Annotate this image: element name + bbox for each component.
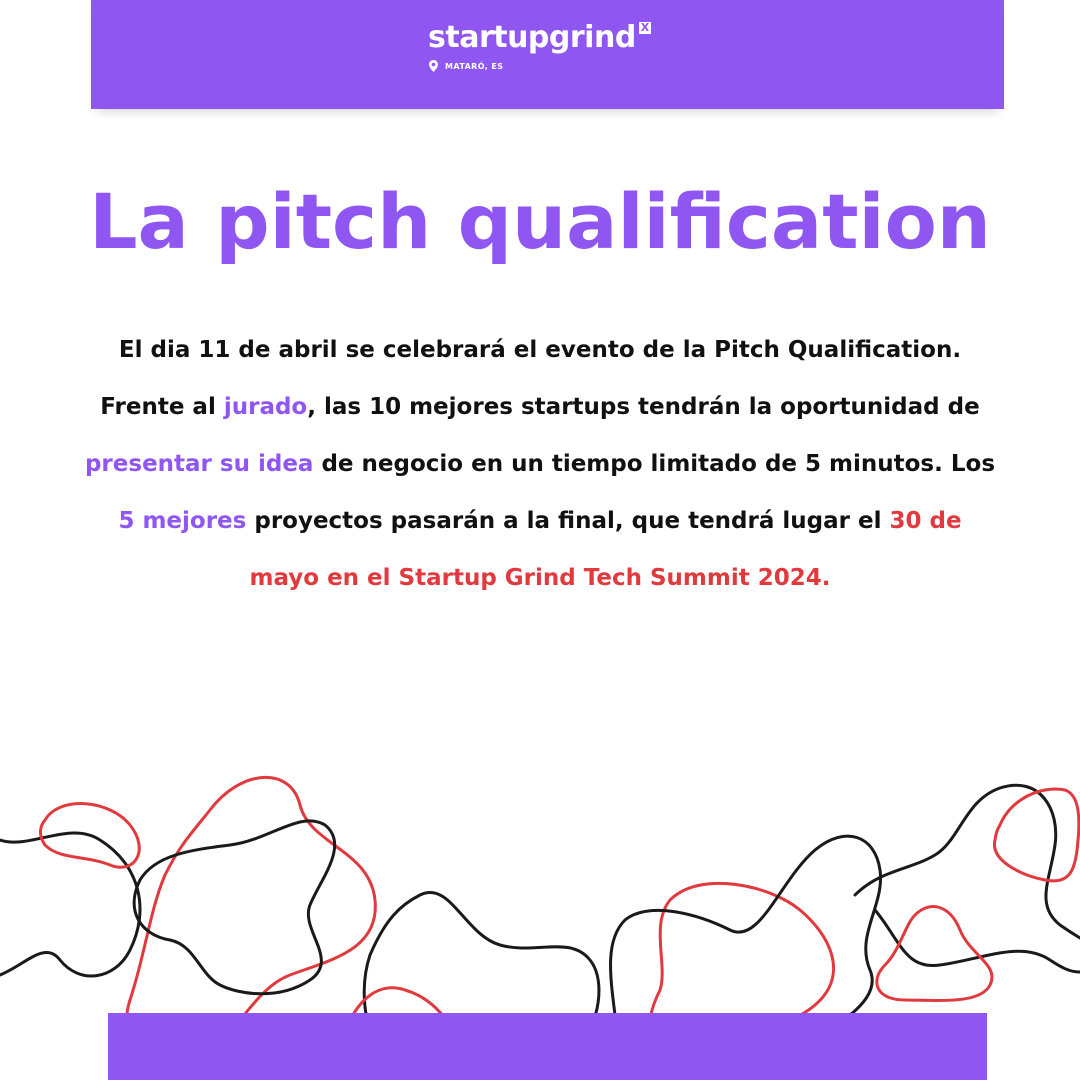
sentence-frente: Frente al [100, 394, 224, 420]
location [429, 60, 668, 72]
sentence-negocio: de negocio en un tiempo limitado de 5 minutos. Los [313, 451, 996, 477]
highlight-mejores: 5 mejores [118, 508, 247, 534]
highlight-presentar: presentar su idea [84, 451, 314, 477]
map-pin-icon [429, 60, 438, 72]
event-description [40, 322, 1040, 607]
location-text: MATARÓ, ES [445, 61, 504, 71]
highlight-date: 30 de [889, 508, 962, 534]
blob-line-red [877, 907, 992, 1001]
blob-line-black [134, 821, 335, 994]
highlight-jurado: jurado [223, 394, 308, 420]
sentence-date: El dia 11 de abril se celebrará el evento de la Pitch Qualification. [118, 337, 962, 363]
header-bar [91, 0, 1004, 109]
brand-badge: X [640, 21, 649, 34]
highlight-summit: mayo en el Startup Grind Tech Summit 2024. [249, 565, 831, 591]
blob-line-red [994, 789, 1078, 881]
blob-line-black [855, 785, 1080, 938]
sentence-proyectos: proyectos pasarán a la final, que tendrá lugar el [246, 508, 890, 534]
blob-line-black [0, 833, 140, 976]
footer-bar [108, 1013, 987, 1080]
startupgrind-logo[interactable] [428, 20, 668, 72]
page-title: La pitch qualification [89, 177, 991, 266]
sentence-startups: , las 10 mejores startups tendrán la oportunidad de [307, 394, 980, 420]
brand-name: startupgrind [428, 20, 636, 55]
blob-line-black [875, 910, 1080, 972]
